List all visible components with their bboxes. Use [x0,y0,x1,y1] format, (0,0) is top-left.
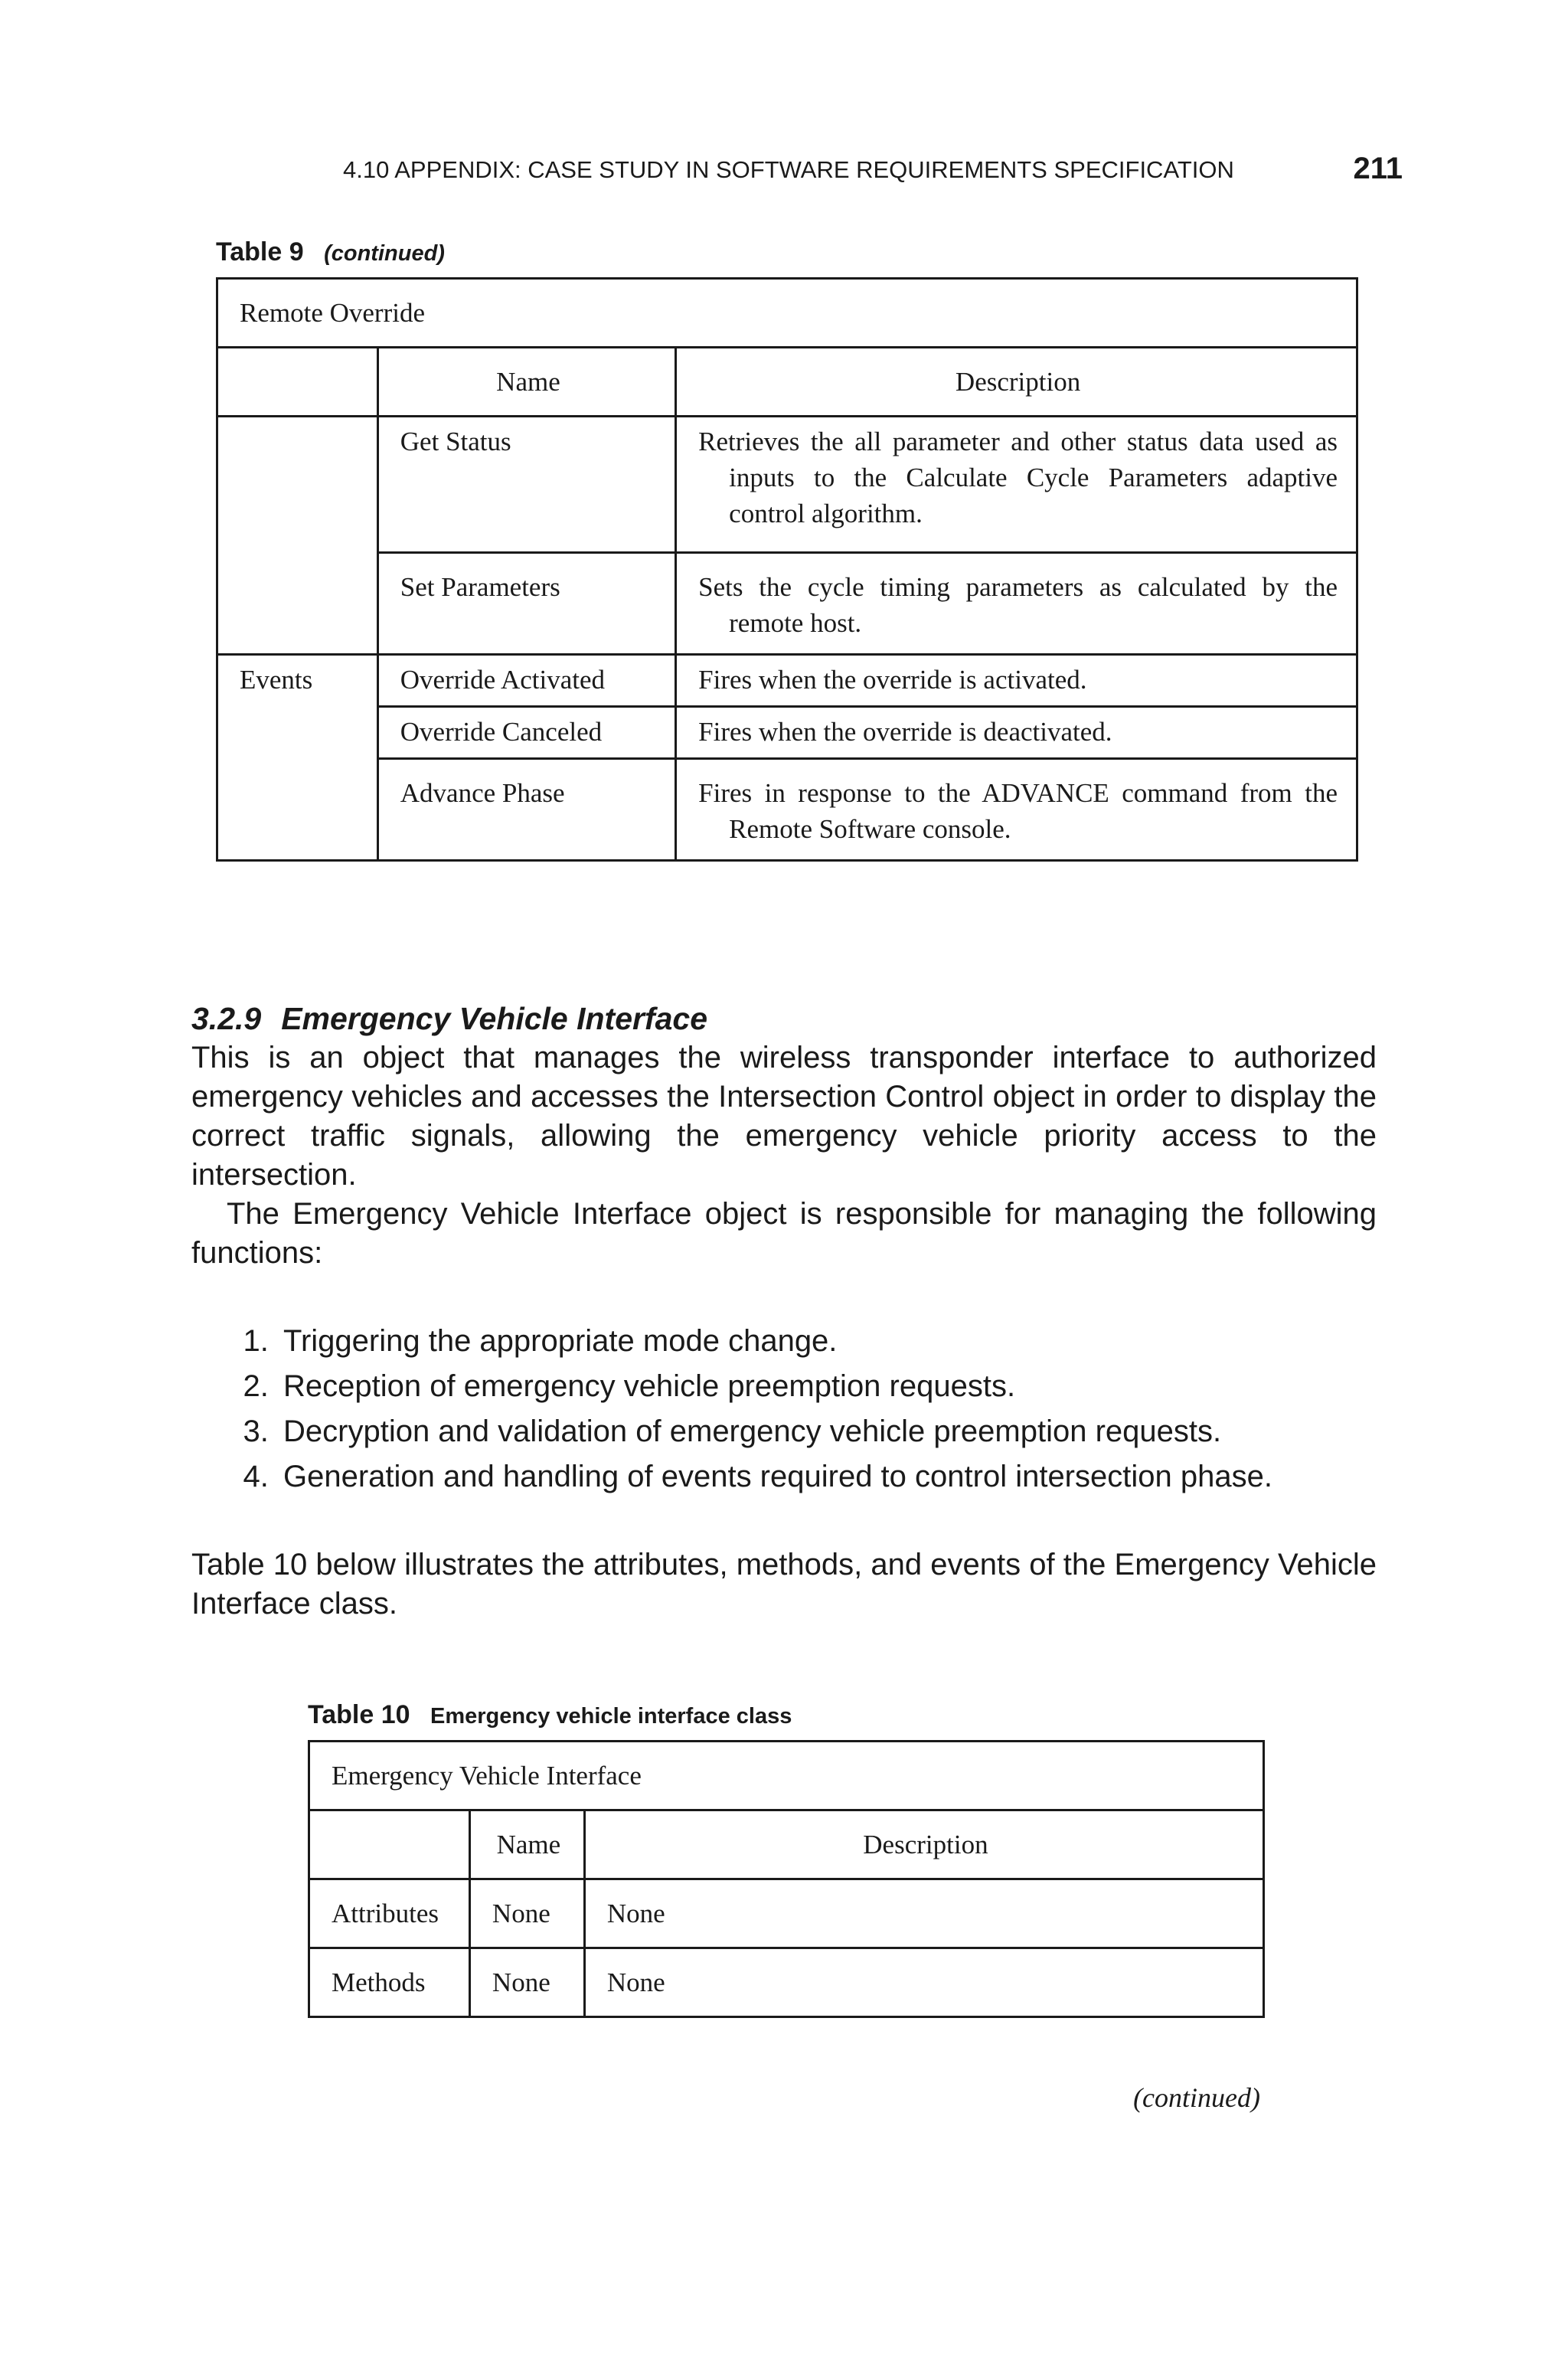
table9-event-name: Override Canceled [377,707,675,759]
section-heading [191,999,1377,1038]
table9-event-description: Fires when the override is activated. [698,665,1087,695]
table-row [309,1948,1264,2017]
table9-header-empty [217,348,378,417]
table10-caption-label: Table 10 [308,1700,410,1729]
table10-title: Emergency Vehicle Interface [309,1742,1264,1810]
table-row [217,655,1357,707]
running-header [343,152,1403,185]
section-title: Emergency Vehicle Interface [281,1001,708,1036]
table9-method-name: Get Status [377,417,675,553]
continued-note: (continued) [1133,2082,1260,2113]
table-row [217,759,1357,861]
table9-caption-text: (continued) [324,241,445,266]
section-paragraph-2: The Emergency Vehicle Interface object is responsible for managing the following functions: [191,1197,1377,1270]
list-item: 2. Reception of emergency vehicle preemption requests. [277,1364,1377,1409]
table9 [216,277,1358,862]
section-paragraph-3: Table 10 below illustrates the attributes, methods, and events of the Emergency Vehicle Interface class. [191,1548,1377,1621]
table9-method-description: Retrieves the all parameter and other status data used as inputs to the Calculate Cycle Parameters adaptive control algorithm. [698,427,1338,528]
table9-caption [216,237,445,267]
table10-row-label: Attributes [309,1879,470,1948]
section-body [191,999,1377,1624]
list-item: 4. Generation and handling of events required to control intersection phase. [277,1454,1377,1500]
table10-row-label: Methods [309,1948,470,2017]
table9-caption-label: Table 9 [216,237,304,267]
running-header-title: 4.10 APPENDIX: CASE STUDY IN SOFTWARE REQUIREMENTS SPECIFICATION [343,156,1234,183]
list-item: 3. Decryption and validation of emergency vehicle preemption requests. [277,1409,1377,1454]
table10-row-description: None [584,1948,1263,2017]
table9-methods-label [217,417,378,655]
table9-event-name: Override Activated [377,655,675,707]
table10-row-name: None [469,1948,584,2017]
table10-header-name: Name [469,1810,584,1879]
table9-method-name: Set Parameters [377,553,675,655]
section-paragraph-1: This is an object that manages the wireless transponder interface to authorized emergency vehicles and accesses the Intersection Control object in order to display the correct traffic signals, allowing the emergency vehicle priority access to the intersection. [191,1041,1377,1192]
table-row [217,417,1357,553]
table9-event-description: Fires when the override is deactivated. [698,717,1112,747]
table10-header-description: Description [584,1810,1263,1879]
table9-header-name: Name [377,348,675,417]
table9-title: Remote Override [217,279,1357,348]
table9-event-name: Advance Phase [377,759,675,861]
section-number: 3.2.9 [191,1001,262,1036]
table10-row-description: None [584,1879,1263,1948]
table10-header-empty [309,1810,470,1879]
page-number: 211 [1353,152,1403,185]
table10 [308,1740,1265,2018]
table9-events-label: Events [217,655,378,861]
functions-list [191,1319,1377,1500]
table9-header-description: Description [676,348,1357,417]
table10-row-name: None [469,1879,584,1948]
table-row [217,553,1357,655]
table10-caption-text: Emergency vehicle interface class [430,1704,792,1729]
table10-caption [308,1700,792,1730]
table-row [217,707,1357,759]
table9-event-description: Fires in response to the ADVANCE command from the Remote Software console. [698,778,1338,844]
list-item: 1. Triggering the appropriate mode change. [277,1319,1377,1364]
table-row [309,1879,1264,1948]
table9-method-description: Sets the cycle timing parameters as calculated by the remote host. [698,572,1338,638]
